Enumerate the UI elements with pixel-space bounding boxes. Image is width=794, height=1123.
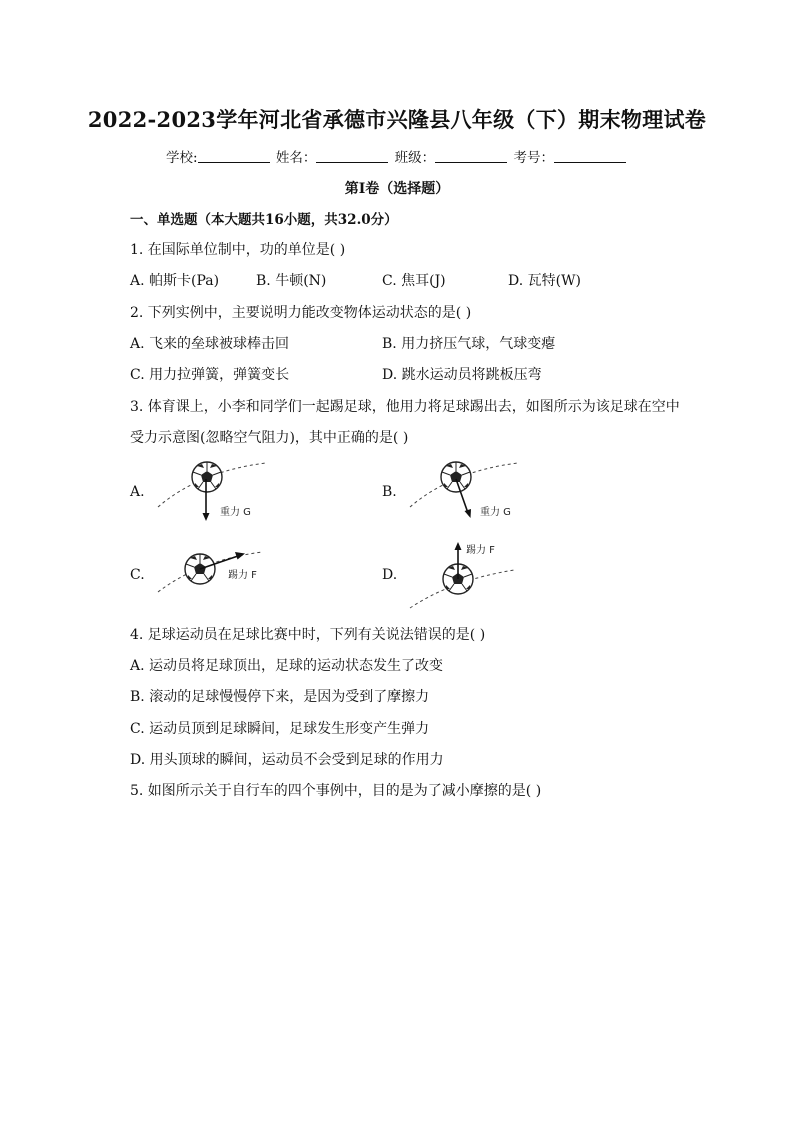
- q3-option-c-label[interactable]: C.: [130, 567, 145, 583]
- q3-b-gravity-label: 重力 G: [480, 507, 511, 518]
- question-3-stem-line1: 3. 体育课上，小李和同学们一起踢足球，他用力将足球踢出去，如图所示为该足球在空中: [130, 399, 680, 415]
- q1-option-b[interactable]: B. 牛顿(N): [256, 273, 327, 289]
- field-name-blank[interactable]: [316, 150, 388, 163]
- student-info-line: [0, 146, 794, 166]
- field-school-blank[interactable]: [198, 150, 270, 163]
- volume-heading: 第I卷（选择题）: [344, 181, 450, 197]
- field-class-label: 班级：: [394, 150, 436, 166]
- q2-option-c[interactable]: C. 用力拉弹簧，弹簧变长: [130, 367, 290, 383]
- question-1-stem: 1. 在国际单位制中，功的单位是( ): [130, 242, 346, 258]
- field-number-blank[interactable]: [554, 150, 626, 163]
- q1-option-d[interactable]: D. 瓦特(W): [508, 273, 581, 289]
- q3-figure-d[interactable]: [402, 538, 522, 614]
- q3-figure-a[interactable]: [150, 455, 270, 525]
- q3-option-b-label[interactable]: B.: [382, 484, 397, 500]
- q3-a-gravity-label: 重力 G: [220, 507, 251, 518]
- question-3-stem-line2: 受力示意图(忽略空气阻力)，其中正确的是( ): [130, 430, 409, 446]
- q3-option-a-label[interactable]: A.: [130, 484, 145, 500]
- q2-option-d[interactable]: D. 跳水运动员将跳板压弯: [382, 367, 542, 383]
- q1-option-c[interactable]: C. 焦耳(J): [382, 273, 446, 289]
- field-school-label: 学校:: [166, 150, 198, 166]
- question-4-stem: 4. 足球运动员在足球比赛中时，下列有关说法错误的是( ): [130, 627, 486, 643]
- field-number-label: 考号：: [513, 150, 554, 166]
- section-heading: 一、单选题（本大题共16小题，共32.0分）: [130, 212, 398, 228]
- q4-option-d[interactable]: D. 用头顶球的瞬间，运动员不会受到足球的作用力: [130, 752, 444, 768]
- q3-d-kick-label: 踢力 F: [466, 545, 495, 556]
- q2-option-b[interactable]: B. 用力挤压气球，气球变瘪: [382, 336, 556, 352]
- q4-option-a[interactable]: A. 运动员将足球顶出，足球的运动状态发生了改变: [130, 658, 444, 674]
- question-2-stem: 2. 下列实例中，主要说明力能改变物体运动状态的是( ): [130, 305, 472, 321]
- question-5-stem: 5. 如图所示关于自行车的四个事例中，目的是为了减小摩擦的是( ): [130, 783, 542, 799]
- q1-option-a[interactable]: A. 帕斯卡(Pa): [130, 273, 220, 289]
- q4-option-c[interactable]: C. 运动员顶到足球瞬间，足球发生形变产生弹力: [130, 721, 430, 737]
- field-name-label: 姓名：: [275, 150, 317, 166]
- q3-figure-b[interactable]: [402, 455, 522, 525]
- q3-c-kick-label: 踢力 F: [228, 570, 257, 581]
- q3-option-d-label[interactable]: D.: [382, 567, 398, 583]
- q3-figure-c[interactable]: [150, 540, 270, 610]
- page-title: 2022-2023学年河北省承德市兴隆县八年级（下）期末物理试卷: [87, 107, 707, 132]
- q2-option-a[interactable]: A. 飞来的垒球被球棒击回: [130, 336, 290, 352]
- field-class-blank[interactable]: [435, 150, 507, 163]
- q4-option-b[interactable]: B. 滚动的足球慢慢停下来，是因为受到了摩擦力: [130, 689, 430, 705]
